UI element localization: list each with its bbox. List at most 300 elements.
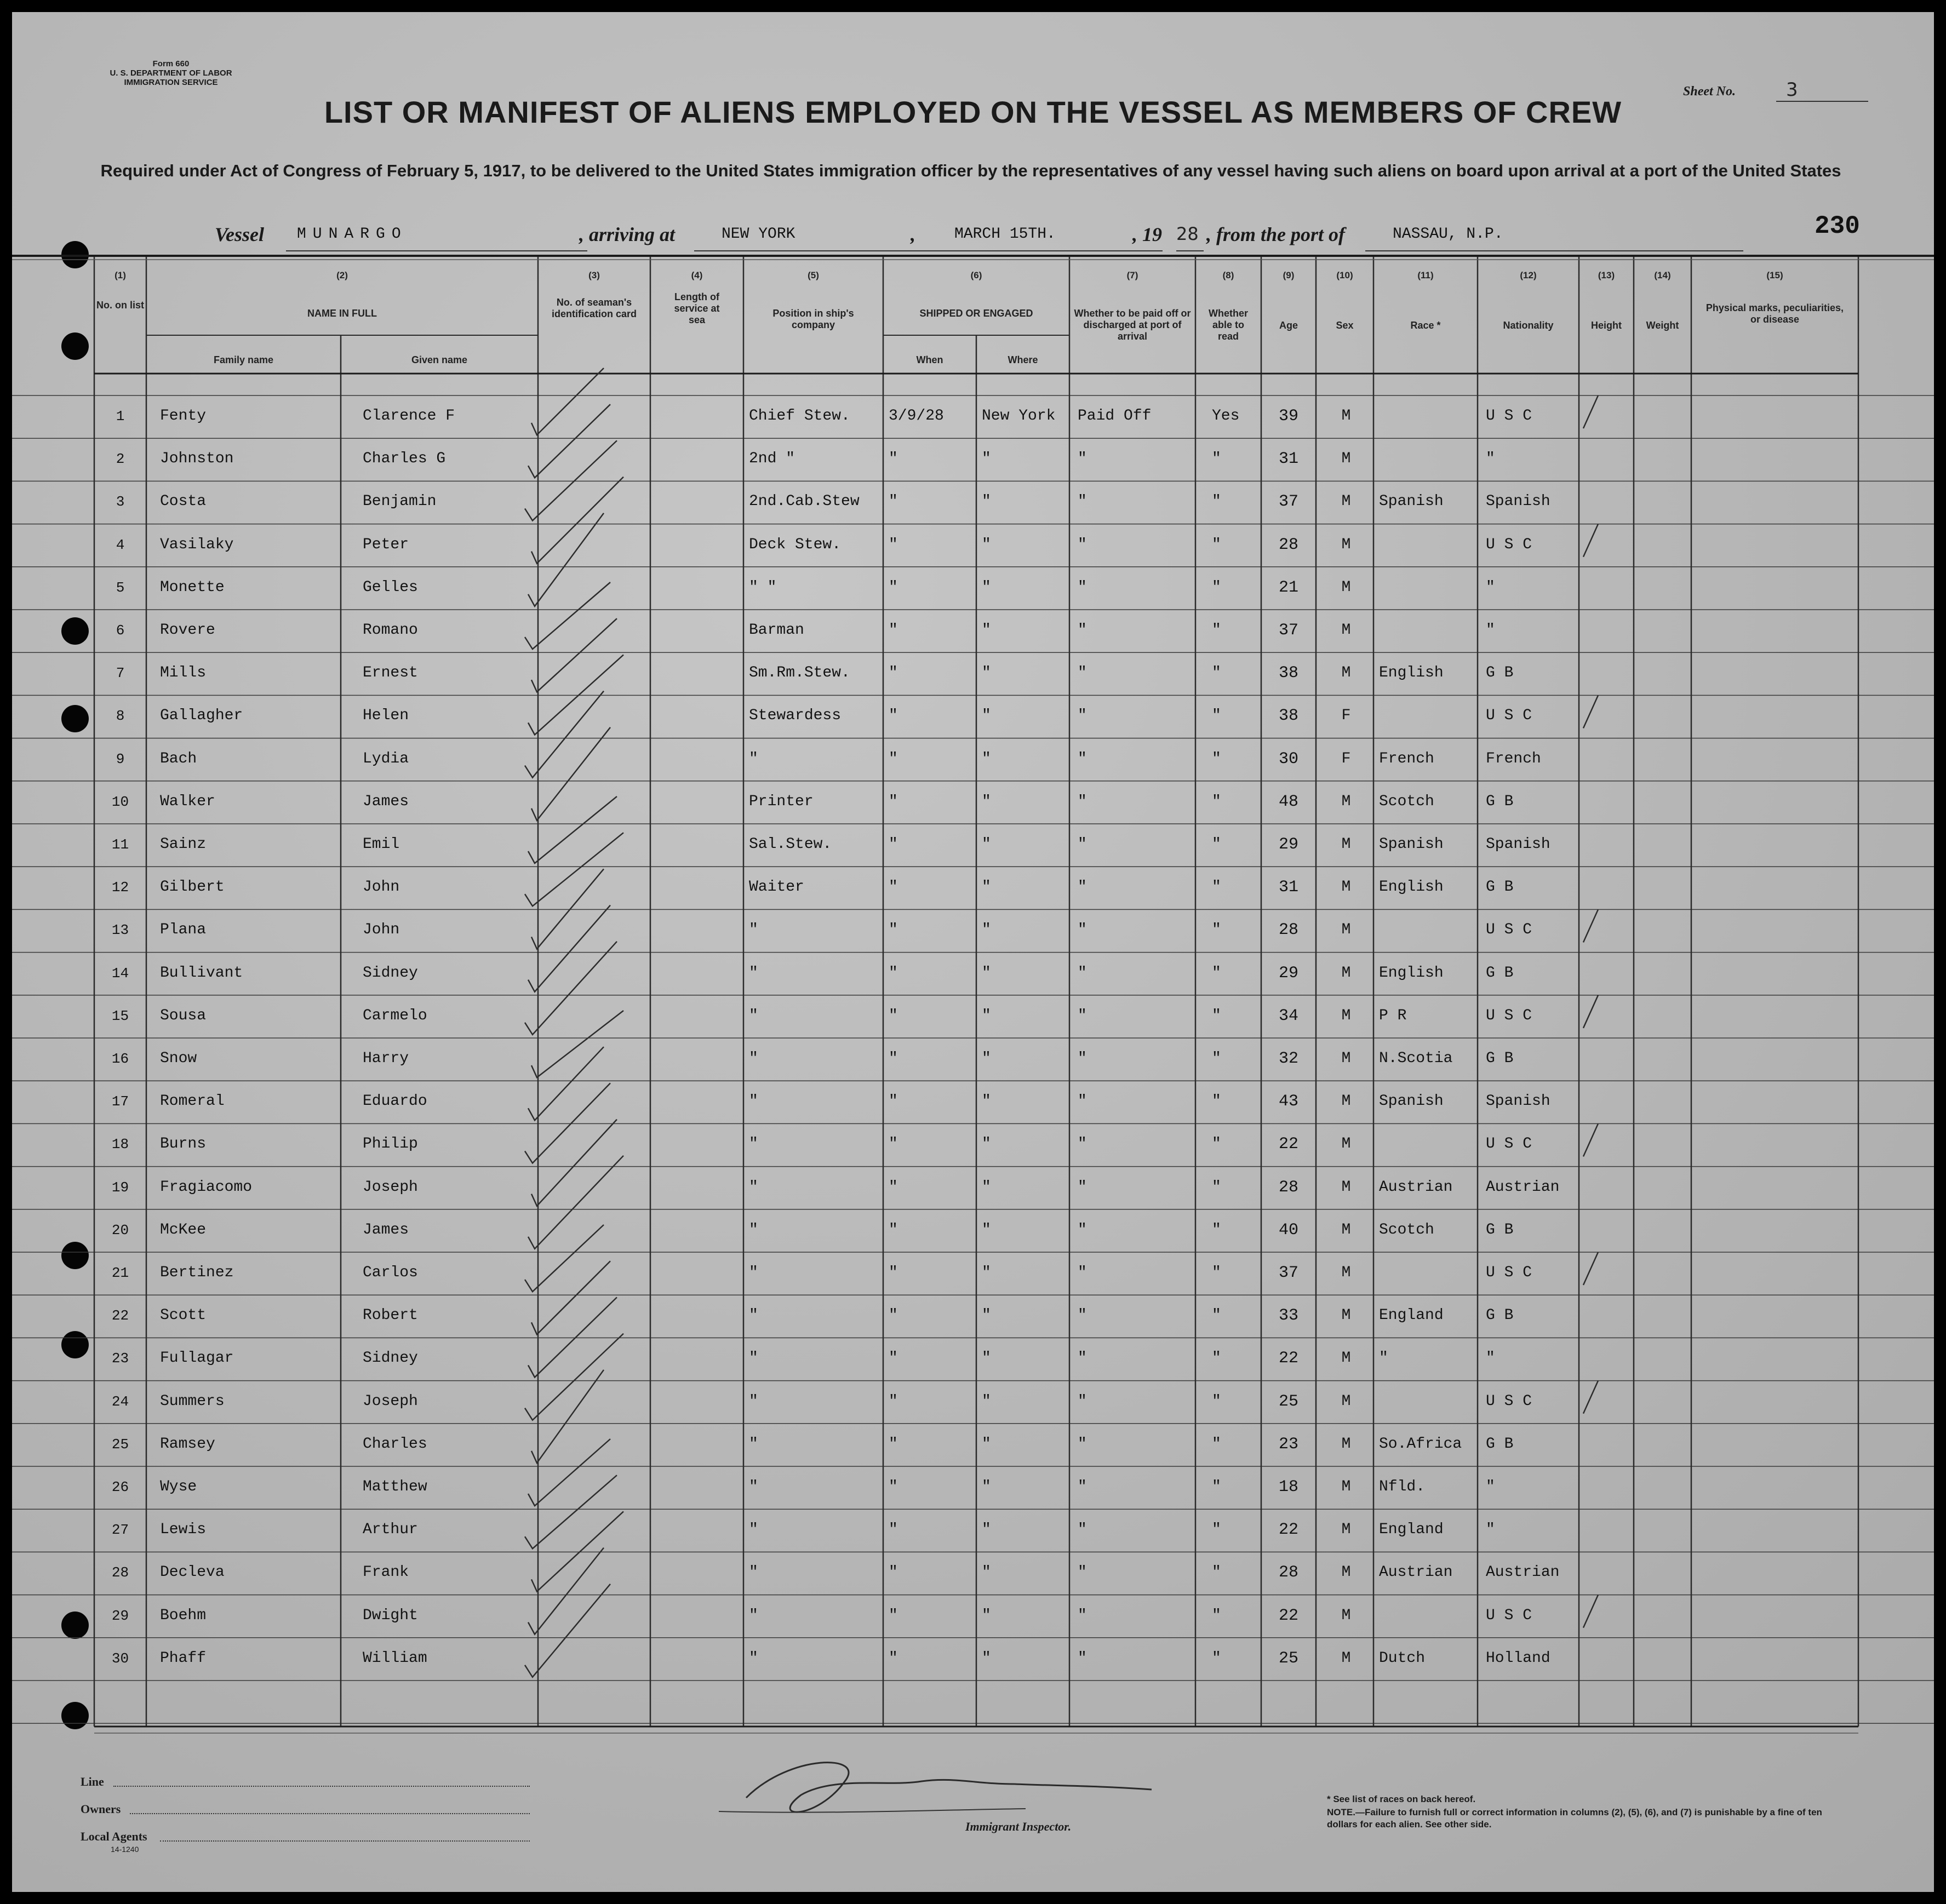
cell-no: 28 [111, 1564, 129, 1581]
cell-read: " [1212, 707, 1221, 725]
cell-given: Matthew [363, 1478, 427, 1495]
cell-family: Walker [160, 793, 215, 810]
cell-given: Frank [363, 1564, 409, 1581]
cell-read: " [1212, 664, 1221, 682]
check-mark [525, 691, 604, 778]
cell-paid: " [1078, 536, 1087, 553]
cell-age: 30 [1278, 749, 1298, 769]
cell-when: " [889, 450, 898, 468]
colnum-5: (5) [808, 270, 819, 280]
cell-position: " [749, 1649, 758, 1667]
check-mark [531, 368, 604, 435]
colnum-6: (6) [970, 270, 982, 280]
cell-when: " [889, 1221, 898, 1238]
check-mark [528, 1156, 623, 1249]
cell-race: Scotch [1379, 793, 1434, 810]
tick-mark [1583, 1595, 1598, 1628]
cell-sex: M [1341, 1392, 1351, 1410]
cell-position: Chief Stew. [749, 408, 850, 425]
cell-age: 25 [1278, 1392, 1298, 1411]
cell-read: " [1212, 1521, 1221, 1539]
cell-no: 26 [111, 1479, 129, 1495]
cell-no: 1 [116, 408, 125, 425]
cell-position: " [749, 1350, 758, 1367]
cell-age: 31 [1278, 450, 1298, 469]
from-label: , from the port of [1206, 223, 1346, 245]
cell-sex: M [1341, 1264, 1351, 1281]
cell-family: Gilbert [160, 879, 225, 896]
cell-when: " [889, 536, 898, 553]
cell-sex: M [1341, 1350, 1351, 1367]
tick-mark [1583, 524, 1598, 557]
cell-age: 32 [1278, 1050, 1298, 1068]
cell-paid: " [1078, 1564, 1087, 1581]
cell-where: " [982, 921, 991, 939]
cell-given: James [363, 1221, 409, 1238]
cell-sex: M [1341, 964, 1351, 982]
page-subtitle: Required under Act of Congress of February 5, 1917, to be delivered to the United States immigration officer by the representatives of any vessel having such aliens on board upon arrival at a port of the United States [100, 161, 1841, 180]
cell-read: " [1212, 1435, 1221, 1453]
cell-sex: M [1341, 1221, 1351, 1238]
header-sex: Sex [1336, 320, 1354, 331]
cell-position: " [749, 1478, 758, 1495]
cell-age: 22 [1278, 1349, 1298, 1368]
cell-age: 23 [1278, 1435, 1298, 1454]
cell-when: " [889, 1050, 898, 1067]
cell-family: Mills [160, 664, 207, 682]
cell-read: " [1212, 1478, 1221, 1495]
cell-family: Decleva [160, 1564, 225, 1581]
cell-when: " [889, 921, 898, 939]
cell-age: 25 [1278, 1649, 1298, 1668]
cell-given: Carmelo [363, 1007, 427, 1024]
cell-age: 33 [1278, 1306, 1298, 1326]
colnum-7: (7) [1126, 270, 1138, 280]
cell-read: " [1212, 1178, 1221, 1196]
cell-where: " [982, 707, 991, 725]
cell-read: " [1212, 1135, 1221, 1153]
cell-no: 4 [116, 536, 125, 553]
cell-where: " [982, 1435, 991, 1453]
cell-when: " [889, 1264, 898, 1281]
cell-read: " [1212, 536, 1221, 553]
tick-mark [1583, 909, 1598, 942]
owners-label: Owners [81, 1802, 121, 1816]
vessel-name: MUNARGO [286, 223, 587, 251]
cell-race: English [1379, 664, 1444, 682]
cell-where: " [982, 1478, 991, 1495]
cell-paid: " [1078, 1093, 1087, 1110]
penalty-note: NOTE.—Failure to furnish full or correct information in columns (2), (5), (6), and (7) is punishable by a fine of ten dollars for each alien. See other side. [1327, 1807, 1822, 1830]
cell-race: England [1379, 1307, 1444, 1324]
check-mark [528, 1439, 610, 1506]
header-no-on-list: No. on list [96, 300, 144, 311]
check-mark [531, 618, 617, 692]
agents-label: Local Agents [81, 1830, 147, 1843]
cell-given: Arthur [363, 1521, 418, 1539]
cell-when: 3/9/28 [889, 408, 944, 425]
stamp-number: 230 [1815, 212, 1860, 240]
cell-family: Snow [160, 1050, 197, 1067]
cell-when: " [889, 1435, 898, 1453]
cell-sex: M [1341, 879, 1351, 896]
cell-when: " [889, 1135, 898, 1153]
cell-position: " [749, 1264, 758, 1281]
cell-no: 27 [111, 1522, 129, 1539]
cell-paid: " [1078, 1435, 1087, 1453]
check-mark [525, 833, 623, 906]
header-family-name: Family name [213, 354, 274, 365]
tick-mark [1583, 395, 1598, 428]
cell-read: " [1212, 793, 1221, 810]
header-height: Height [1591, 320, 1622, 331]
cell-paid: " [1078, 493, 1087, 511]
cell-where: " [982, 1564, 991, 1581]
cell-no: 18 [111, 1136, 129, 1153]
cell-read: " [1212, 622, 1221, 639]
cell-sex: M [1341, 793, 1351, 810]
cell-sex: M [1341, 836, 1351, 853]
header-age: Age [1279, 320, 1298, 331]
cell-race: England [1379, 1521, 1444, 1539]
cell-paid: " [1078, 1649, 1087, 1667]
cell-when: " [889, 1178, 898, 1196]
cell-sex: M [1341, 1178, 1351, 1196]
header-name-in-full: NAME IN FULL [307, 308, 377, 319]
cell-sex: M [1341, 493, 1351, 511]
cell-where: " [982, 836, 991, 853]
check-mark [528, 655, 623, 735]
check-mark [531, 869, 604, 949]
cell-when: " [889, 1307, 898, 1324]
check-mark [528, 1548, 604, 1635]
cell-paid: " [1078, 921, 1087, 939]
cell-sex: M [1341, 1007, 1351, 1024]
cell-when: " [889, 493, 898, 511]
cell-family: Vasilaky [160, 536, 234, 553]
cell-sex: M [1341, 921, 1351, 939]
header-race: Race * [1410, 320, 1441, 331]
cell-where: " [982, 1350, 991, 1367]
cell-read: " [1212, 879, 1221, 896]
cell-paid: " [1078, 1264, 1087, 1281]
cell-when: " [889, 664, 898, 682]
cell-where: New York [982, 408, 1056, 425]
cell-given: Philip [363, 1135, 418, 1153]
cell-sex: M [1341, 1607, 1351, 1624]
cell-given: Sidney [363, 964, 418, 982]
cell-sex: M [1341, 450, 1351, 468]
cell-sex: M [1341, 1564, 1351, 1581]
arriving-port: NEW YORK [694, 223, 935, 251]
cell-given: Helen [363, 707, 409, 725]
cell-nationality: " [1486, 578, 1495, 596]
cell-paid: " [1078, 1521, 1087, 1539]
cell-nationality: Holland [1486, 1649, 1550, 1667]
cell-nationality: Spanish [1486, 836, 1550, 853]
cell-sex: M [1341, 578, 1351, 596]
tick-mark [1583, 1252, 1598, 1285]
cell-given: Joseph [363, 1392, 418, 1410]
cell-when: " [889, 1392, 898, 1410]
cell-age: 21 [1278, 578, 1298, 597]
year-suffix: 28 [1176, 223, 1204, 251]
cell-age: 38 [1278, 707, 1298, 726]
cell-paid: Paid Off [1078, 408, 1152, 425]
cell-position: " [749, 1178, 758, 1196]
cell-no: 13 [111, 922, 129, 939]
cell-nationality: " [1486, 1350, 1495, 1367]
cell-family: Bertinez [160, 1264, 234, 1281]
cell-race: " [1379, 1350, 1388, 1367]
cell-where: " [982, 1093, 991, 1110]
cell-where: " [982, 1307, 991, 1324]
colnum-2: (2) [336, 270, 348, 280]
cell-given: Charles [363, 1435, 427, 1453]
cell-position: " [749, 1093, 758, 1110]
cell-sex: M [1341, 1093, 1351, 1110]
cell-nationality: Spanish [1486, 1093, 1550, 1110]
cell-family: Plana [160, 921, 207, 939]
cell-paid: " [1078, 578, 1087, 596]
cell-nationality: G B [1486, 1050, 1514, 1067]
cell-family: Gallagher [160, 707, 243, 725]
cell-paid: " [1078, 1221, 1087, 1238]
form-number: Form 660 [152, 59, 190, 68]
cell-nationality: U S C [1486, 1392, 1532, 1410]
cell-position: " [749, 1307, 758, 1324]
cell-age: 34 [1278, 1006, 1298, 1025]
cell-no: 10 [111, 793, 129, 810]
check-mark [528, 796, 617, 863]
cell-sex: F [1341, 750, 1351, 767]
cell-where: " [982, 1607, 991, 1624]
cell-family: Burns [160, 1135, 207, 1153]
cell-read: " [1212, 1050, 1221, 1067]
cell-read: " [1212, 578, 1221, 596]
cell-where: " [982, 750, 991, 767]
cell-sex: M [1341, 1135, 1351, 1153]
cell-nationality: Austrian [1486, 1178, 1560, 1196]
cell-no: 2 [116, 451, 125, 468]
cell-given: Clarence F [363, 408, 455, 425]
cell-read: " [1212, 1307, 1221, 1324]
cell-family: Wyse [160, 1478, 197, 1495]
page-title: LIST OR MANIFEST OF ALIENS EMPLOYED ON THE VESSEL AS MEMBERS OF CREW [324, 95, 1622, 129]
cell-nationality: French [1486, 750, 1541, 767]
cell-race: Spanish [1379, 1093, 1444, 1110]
arriving-label: , arriving at [579, 223, 676, 245]
cell-age: 28 [1278, 535, 1298, 554]
cell-sex: M [1341, 1435, 1351, 1453]
colnum-12: (12) [1520, 270, 1537, 280]
colnum-10: (10) [1336, 270, 1353, 280]
check-mark [525, 1225, 604, 1292]
cell-nationality: G B [1486, 879, 1514, 896]
cell-no: 21 [111, 1265, 129, 1281]
header-when: When [916, 354, 943, 365]
cell-given: Emil [363, 836, 400, 853]
cell-given: Lydia [363, 750, 409, 767]
cell-position: 2nd.Cab.Stew [749, 493, 860, 511]
cell-position: 2nd " [749, 450, 795, 468]
cell-paid: " [1078, 450, 1087, 468]
cell-where: " [982, 793, 991, 810]
cell-nationality: U S C [1486, 408, 1532, 425]
cell-where: " [982, 1649, 991, 1667]
cell-when: " [889, 964, 898, 982]
cell-nationality: G B [1486, 1221, 1514, 1238]
check-mark [528, 905, 610, 992]
cell-read: " [1212, 1392, 1221, 1410]
cell-read: " [1212, 1221, 1221, 1238]
cell-age: 29 [1278, 964, 1298, 983]
cell-family: Boehm [160, 1607, 207, 1624]
header-given-name: Given name [411, 354, 468, 365]
cell-nationality: U S C [1486, 1607, 1532, 1624]
check-mark [528, 404, 610, 478]
cell-given: James [363, 793, 409, 810]
cell-nationality: " [1486, 1521, 1495, 1539]
cell-age: 29 [1278, 835, 1298, 854]
cell-paid: " [1078, 1007, 1087, 1024]
cell-no: 23 [111, 1350, 129, 1367]
check-mark [531, 727, 610, 821]
check-mark [531, 1120, 617, 1206]
cell-position: " [749, 964, 758, 982]
cell-age: 40 [1278, 1220, 1298, 1240]
cell-age: 48 [1278, 792, 1298, 811]
cell-nationality: U S C [1486, 536, 1532, 553]
cell-paid: " [1078, 707, 1087, 725]
cell-given: Robert [363, 1307, 418, 1324]
cell-sex: M [1341, 1649, 1351, 1667]
cell-read: " [1212, 450, 1221, 468]
cell-no: 14 [111, 965, 129, 982]
cell-no: 9 [116, 750, 125, 767]
cell-read: " [1212, 1607, 1221, 1624]
cell-nationality: Austrian [1486, 1564, 1560, 1581]
colnum-8: (8) [1222, 270, 1234, 280]
cell-age: 22 [1278, 1521, 1298, 1540]
cell-nationality: G B [1486, 964, 1514, 982]
cell-paid: " [1078, 1307, 1087, 1324]
check-mark [525, 1334, 623, 1420]
cell-position: " [749, 921, 758, 939]
cell-race: Dutch [1379, 1649, 1426, 1667]
cell-sex: F [1341, 707, 1351, 725]
cell-given: Joseph [363, 1178, 418, 1196]
cell-family: Johnston [160, 450, 234, 468]
check-mark [531, 1511, 623, 1591]
manifest-sheet: Form 660 U. S. DEPARTMENT OF LABOR IMMIGRATION SERVICE Sheet No. 3 LIST OR MANIFEST OF ALIENS EMPLOYED ON THE VESSEL AS MEMBERS OF CREW Required under Act of Congress of February 5, 1917, to be delivered to the United States immigration officer by the representatives of any vessel having such aliens on board upon arrival at a port of the United States 230 Vessel MUNARGO , arriving at NEW YORK , MARCH 15TH. , 19 28 , from the port of NASSAU, N.P. (1) No. on list (2) NAME IN FULL Family name Given name (3) No. of seaman's identification card (4) Length of service at sea (5) Position in ship's company (6) SHIPPED OR ENGAGED When Where (7) Whether to be paid off or discharged at port of arrival (8) Whether able to read (9) Age (10) Sex (11) Race * (12) Nationality (13) Height (14) Weight (15) Physical marks, peculiarities, or disease 1 Fenty Clarence F Chief Stew. 3/9/28 New York Paid Off Yes 39 M U S C 2 Johnston Charles G 2nd " " " " " 31 M " 3 Costa Benjamin 2nd.Cab.Stew " " " " 37 M Spanish Spanish 4 Vasilaky Peter Deck Stew. " " " " 28 M U S C 5 Monette Gelles " " " " " " 21 M " 6 Rovere Romano Barman " " " " 37 M " 7 Mills Ernest Sm.Rm.Stew. " " " " 38 M English G B 8 Gallagher Helen Stewardess " " " " 38 F U S C 9 Bach Lydia " " " " " 30 F French French 10 Walker James Printer " " " " 48 M Scotch G B 11 Sainz Emil Sal.Stew. " " " " 29 M Spanish Spanish 12 Gilbert John Waiter " " " " 31 M English G B 13 Plana John " " " " " 28 M U S C 14 Bullivant Sidney " " " " " 29 M English G B 15 Sousa Carmelo " " " " " 34 M P R U S C 16 Snow Harry " " " " " 32 M N.Scotia G B 17 Romeral Eduardo " " " " " 43 M Spanish Spanish 18 Burns Philip " " " " " 22 M U S C 19 Fragiacomo Joseph " " " " " 28 M Austrian Austrian 20 McKee James " " " " " 40 M Scotch G B 21 Bertinez Carlos " " " " " 37 M U S C 22 Scott Robert " " " " " 33 M England G B 23 Fullagar Sidney " " " " " 22 M " " 24 Summers Joseph " " " " " 25 M U S C 25 Ramsey Charles " " " " " 23 M So.Africa G B 26 Wyse Matthew " " " " " 18 M Nfld. " 27 Lewis Arthur " " " " " 22 M England " 28 Decleva Frank " " " " " 28 M Austrian Austrian 29 Boehm Dwight " " " " " 22 M U S C 30 Phaff William " " " " " 25 M Dutch Holland Line Owners Local Agents 14-1240 Immigrant Inspector. * See list of races on back hereof. NOTE.—Failure to furnish full or correct information in columns (2), (5), (6), and (7) is punishable by a fine of ten dollars for each alien. See other side. [12, 12, 1934, 1892]
cell-given: Charles G [363, 450, 446, 468]
cell-position: " [749, 1564, 758, 1581]
cell-read: " [1212, 836, 1221, 853]
cell-paid: " [1078, 1135, 1087, 1153]
cell-where: " [982, 578, 991, 596]
cell-position: Barman [749, 622, 804, 639]
cell-nationality: G B [1486, 793, 1514, 810]
cell-race: English [1379, 964, 1444, 982]
cell-nationality: " [1486, 1478, 1495, 1495]
header-id-card: No. of seaman's identification card [551, 297, 637, 319]
cell-given: Peter [363, 536, 409, 553]
form-code: 14-1240 [111, 1845, 139, 1854]
cell-nationality: " [1486, 622, 1495, 639]
cell-no: 29 [111, 1607, 129, 1624]
check-mark [531, 477, 623, 564]
colnum-11: (11) [1417, 270, 1434, 280]
races-note: * See list of races on back hereof. [1327, 1794, 1476, 1804]
cell-no: 8 [116, 708, 125, 725]
cell-paid: " [1078, 1478, 1087, 1495]
cell-family: Scott [160, 1307, 207, 1324]
cell-paid: " [1078, 1392, 1087, 1410]
cell-nationality: U S C [1486, 1135, 1532, 1153]
cell-race: N.Scotia [1379, 1050, 1453, 1067]
cell-age: 39 [1278, 407, 1298, 426]
colnum-1: (1) [115, 270, 126, 280]
cell-no: 20 [111, 1221, 129, 1238]
cell-read: " [1212, 493, 1221, 511]
cell-position: " [749, 1007, 758, 1024]
cell-position: " [749, 1050, 758, 1067]
cell-race: Spanish [1379, 493, 1444, 511]
cell-read: " [1212, 1007, 1221, 1024]
year-prefix: , 19 [1132, 223, 1162, 245]
cell-family: Monette [160, 578, 225, 596]
cell-when: " [889, 836, 898, 853]
sheet-label: Sheet No. [1683, 84, 1736, 99]
cell-when: " [889, 622, 898, 639]
cell-age: 22 [1278, 1135, 1298, 1154]
cell-family: Romeral [160, 1093, 225, 1110]
cell-when: " [889, 1478, 898, 1495]
cell-given: Dwight [363, 1607, 418, 1624]
cell-position: Stewardess [749, 707, 842, 725]
cell-read: " [1212, 1264, 1221, 1281]
tick-mark [1583, 995, 1598, 1028]
cell-family: McKee [160, 1221, 207, 1238]
check-mark [528, 1297, 617, 1377]
cell-no: 30 [111, 1650, 129, 1667]
cell-where: " [982, 1221, 991, 1238]
cell-age: 37 [1278, 1264, 1298, 1282]
cell-read: " [1212, 964, 1221, 982]
cell-where: " [982, 664, 991, 682]
cell-position: Sal.Stew. [749, 836, 832, 853]
cell-read: " [1212, 1093, 1221, 1110]
cell-age: 31 [1278, 878, 1298, 897]
cell-family: Rovere [160, 622, 215, 639]
cell-given: Harry [363, 1050, 409, 1067]
cell-nationality: G B [1486, 1307, 1514, 1324]
inspector-label: Immigrant Inspector. [965, 1820, 1072, 1833]
cell-when: " [889, 1521, 898, 1539]
colnum-3: (3) [588, 270, 600, 280]
cell-where: " [982, 1521, 991, 1539]
check-mark [528, 1047, 604, 1120]
colnum-15: (15) [1766, 270, 1783, 280]
cell-where: " [982, 1135, 991, 1153]
cell-no: 5 [116, 579, 125, 596]
cell-paid: " [1078, 1050, 1087, 1067]
cell-sex: M [1341, 408, 1351, 425]
cell-nationality: U S C [1486, 1007, 1532, 1024]
cell-age: 22 [1278, 1606, 1298, 1625]
header-weight: Weight [1646, 320, 1679, 331]
